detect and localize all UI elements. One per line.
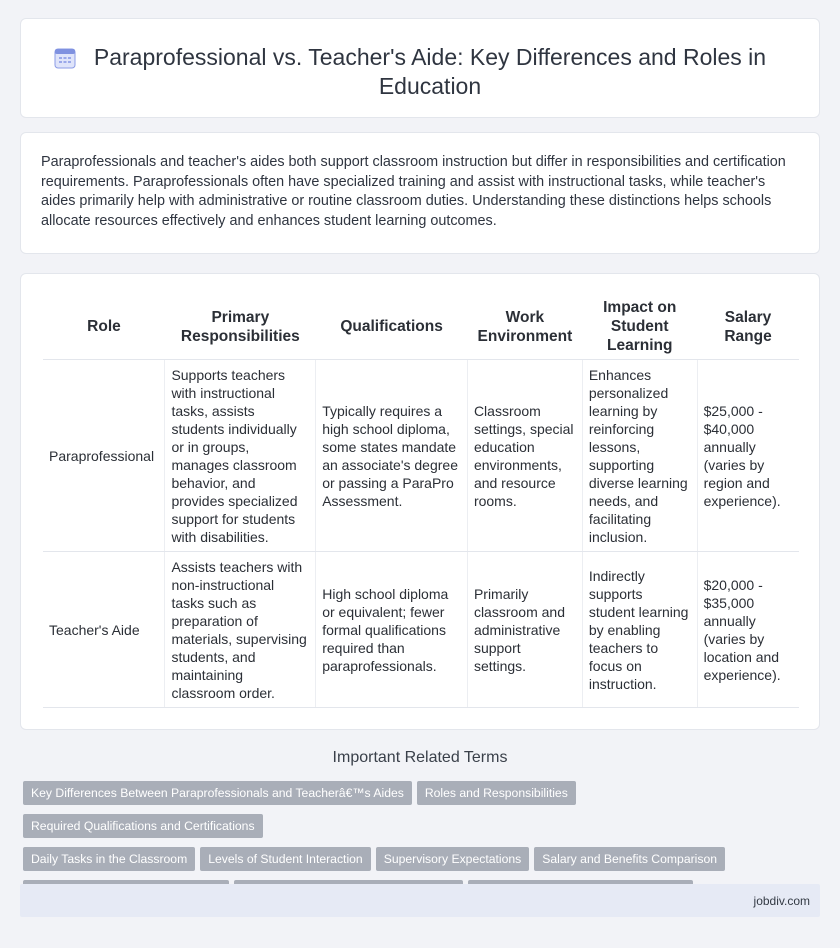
cell-impact: Indirectly supports student learning by enabling teachers to focus on instruction. <box>582 552 697 708</box>
header-work-environment: Work Environment <box>467 294 582 360</box>
related-term-tag[interactable]: Key Differences Between Paraprofessionals and Teacherâ€™s Aides <box>23 781 412 805</box>
cell-qualifications: Typically requires a high school diploma, some states mandate an associate's degree or passing a ParaPro Assessment. <box>316 360 468 552</box>
cell-role: Teacher's Aide <box>43 552 165 708</box>
cell-salary: $20,000 - $35,000 annually (varies by location and experience). <box>697 552 799 708</box>
header-card <box>20 18 820 118</box>
cell-salary: $25,000 - $40,000 annually (varies by region and experience). <box>697 360 799 552</box>
related-term-tag[interactable]: Levels of Student Interaction <box>200 847 370 871</box>
comparison-table <box>43 294 799 708</box>
page-title: Paraprofessional vs. Teacher's Aide: Key Differences and Roles in Education <box>93 44 767 99</box>
table-row <box>43 360 799 552</box>
related-term-tag[interactable]: Required Qualifications and Certifications <box>23 814 263 838</box>
table-header-row <box>43 294 799 360</box>
intro-text: Paraprofessionals and teacher's aides both support classroom instruction but differ in responsibilities and certification requirements. Paraprofessionals often have specialized training and assist with instructional tasks, while teacher's aides primarily help with administrative or routine classroom duties. Understanding these distinctions helps schools allocate resources effectively and enhances student learning outcomes. <box>41 154 786 229</box>
header-impact: Impact on Student Learning <box>582 294 697 360</box>
related-term-tag[interactable]: Salary and Benefits Comparison <box>534 847 725 871</box>
intro-card <box>20 132 820 254</box>
related-term-tag[interactable]: Daily Tasks in the Classroom <box>23 847 195 871</box>
cell-work-environment: Primarily classroom and administrative support settings. <box>467 552 582 708</box>
footer-site-link[interactable]: jobdiv.com <box>753 894 810 908</box>
cell-role: Paraprofessional <box>43 360 165 552</box>
footer <box>20 884 820 917</box>
cell-impact: Enhances personalized learning by reinforcing lessons, supporting diverse learning needs, and facilitating inclusion. <box>582 360 697 552</box>
cell-responsibilities: Assists teachers with non-instructional tasks such as preparation of materials, supervising students, and maintaining classroom order. <box>165 552 316 708</box>
cell-work-environment: Classroom settings, special education environments, and resource rooms. <box>467 360 582 552</box>
header-responsibilities: Primary Responsibilities <box>165 294 316 360</box>
header-salary: Salary Range <box>697 294 799 360</box>
cell-responsibilities: Supports teachers with instructional tasks, assists students individually or in groups, manages classroom behavior, and provides specialized support for students with disabilities. <box>165 360 316 552</box>
cell-qualifications: High school diploma or equivalent; fewer formal qualifications required than paraprofessionals. <box>316 552 468 708</box>
comparison-table-card <box>20 273 820 730</box>
related-terms-title: Important Related Terms <box>332 749 508 766</box>
related-term-tag[interactable]: Roles and Responsibilities <box>417 781 576 805</box>
related-term-tag[interactable]: Supervisory Expectations <box>376 847 530 871</box>
header-qualifications: Qualifications <box>316 294 468 360</box>
header-role: Role <box>43 294 165 360</box>
table-row <box>43 552 799 708</box>
